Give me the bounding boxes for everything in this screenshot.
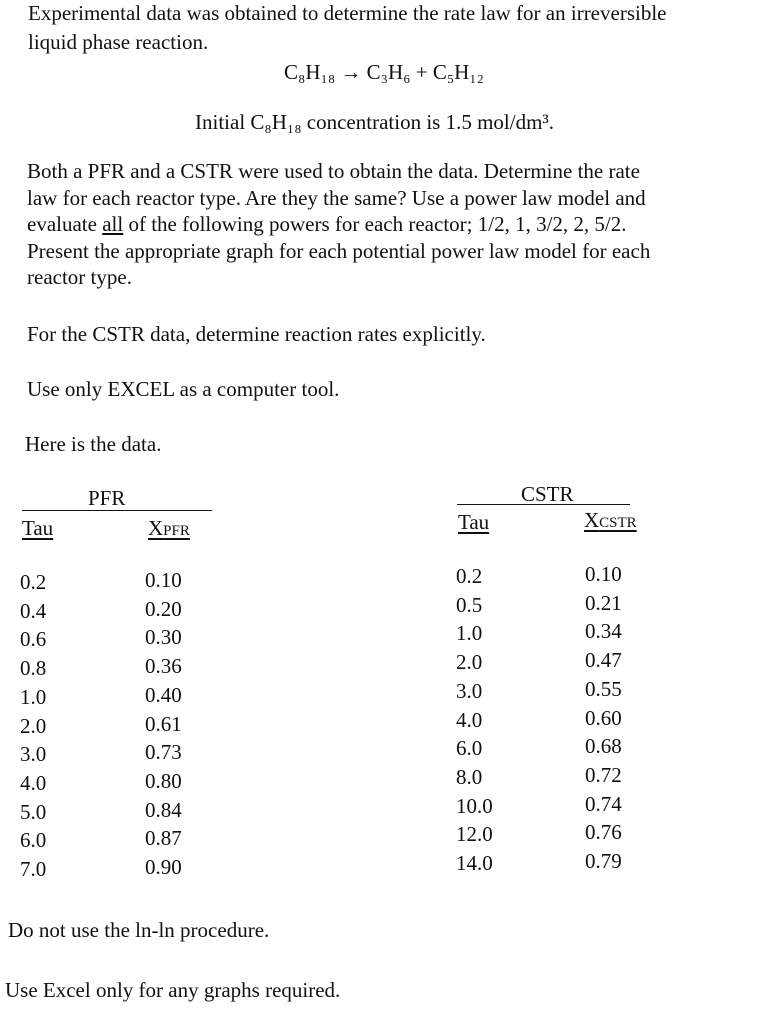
- pfr-title: PFR: [88, 486, 126, 510]
- task-line: Both a PFR and a CSTR were used to obtain the data. Determine the rate: [27, 159, 640, 183]
- cstr-tau-cell: 10.0: [456, 793, 493, 818]
- cstr-x-cell: 0.60: [585, 705, 622, 730]
- cstr-x-cell: 0.47: [585, 648, 622, 673]
- pfr-x-cell: 0.90: [145, 855, 182, 880]
- cstr-tau-cell: 4.0: [456, 707, 483, 732]
- product-1: C₃H₆: [366, 60, 411, 84]
- pfr-tau-cell: 7.0: [20, 857, 47, 882]
- reaction-equation: [284, 62, 484, 83]
- intro-line-2: liquid phase reaction.: [28, 30, 209, 54]
- product-2: C₅H₁₂: [432, 60, 484, 84]
- cstr-tau-cell: 6.0: [456, 736, 483, 761]
- pfr-rule: [22, 510, 212, 511]
- pfr-tau-cell: 0.2: [20, 570, 47, 594]
- cstr-rule: [457, 504, 630, 505]
- excel-note: Use only EXCEL as a computer tool.: [27, 377, 340, 401]
- cstr-x-header: XCSTR: [584, 508, 637, 532]
- footer-excel-graphs: Use Excel only for any graphs required.: [5, 978, 341, 1002]
- pfr-x-cell: 0.10: [145, 568, 182, 592]
- cstr-tau-cell: 0.2: [456, 564, 483, 588]
- pfr-tau-column: [20, 568, 46, 884]
- task-text: of the following powers for each reactor; 1/2, 1, 3/2, 2, 5/2.: [123, 212, 627, 236]
- cstr-x-column: [585, 560, 622, 876]
- pfr-tau-cell: 2.0: [20, 713, 47, 738]
- cstr-tau-cell: 8.0: [456, 764, 483, 789]
- cstr-x-cell: 0.21: [585, 590, 622, 615]
- pfr-x-cell: 0.84: [145, 797, 182, 822]
- pfr-x-cell: 0.87: [145, 826, 182, 851]
- pfr-x-cell: 0.73: [145, 740, 182, 765]
- cstr-x-cell: 0.74: [585, 791, 622, 816]
- pfr-x-cell: 0.61: [145, 711, 182, 736]
- cstr-tau-cell: 14.0: [456, 851, 493, 876]
- task-line: Present the appropriate graph for each potential power law model for each: [27, 238, 651, 263]
- cstr-tau-cell: 2.0: [456, 650, 483, 675]
- pfr-tau-cell: 0.4: [20, 598, 47, 623]
- cstr-tau-cell: 3.0: [456, 678, 483, 703]
- pfr-tau-cell: 0.6: [20, 627, 47, 652]
- pfr-tau-cell: 6.0: [20, 828, 47, 853]
- cstr-x-cell: 0.68: [585, 734, 622, 759]
- reactant: C₈H₁₈: [284, 60, 336, 84]
- pfr-tau-cell: 1.0: [20, 684, 47, 709]
- task-text: evaluate: [27, 212, 103, 236]
- task-line: law for each reactor type. Are they the same? Use a power law model and: [27, 185, 646, 210]
- pfr-tau-cell: 5.0: [20, 799, 47, 824]
- data-intro: Here is the data.: [25, 432, 162, 456]
- pfr-tau-cell: 3.0: [20, 742, 47, 767]
- cstr-tau-cell: 0.5: [456, 592, 483, 617]
- emphasis-all: all: [102, 212, 124, 236]
- pfr-x-column: [145, 566, 182, 882]
- pfr-x-header: XPFR: [148, 516, 190, 540]
- pfr-tau-cell: 0.8: [20, 656, 47, 681]
- cstr-note: For the CSTR data, determine reaction rates explicitly.: [27, 322, 486, 346]
- cstr-x-cell: 0.10: [585, 562, 622, 586]
- cstr-tau-column: [456, 562, 493, 878]
- cstr-x-cell: 0.34: [585, 619, 622, 644]
- task-paragraph: [27, 158, 747, 291]
- cstr-tau-header: Tau: [458, 510, 490, 534]
- cstr-x-cell: 0.55: [585, 676, 622, 701]
- pfr-tau-cell: 4.0: [20, 770, 47, 795]
- pfr-x-cell: 0.20: [145, 596, 182, 621]
- pfr-tau-header: Tau: [22, 516, 54, 540]
- initial-concentration: Initial C₈H₁₈ concentration is 1.5 mol/dm³.: [195, 110, 554, 134]
- cstr-x-cell: 0.79: [585, 849, 622, 874]
- cstr-title: CSTR: [521, 482, 574, 506]
- pfr-x-cell: 0.36: [145, 654, 182, 679]
- cstr-tau-cell: 12.0: [456, 822, 493, 847]
- reaction-arrow: →: [340, 60, 362, 84]
- intro-line-1: Experimental data was obtained to determine the rate law for an irreversible: [28, 1, 667, 25]
- pfr-x-cell: 0.30: [145, 625, 182, 650]
- cstr-x-cell: 0.76: [585, 820, 622, 845]
- pfr-x-cell: 0.80: [145, 768, 182, 793]
- cstr-tau-cell: 1.0: [456, 621, 483, 646]
- plus-sign: +: [415, 60, 428, 84]
- task-line: reactor type.: [27, 265, 132, 289]
- task-line: [27, 211, 747, 238]
- pfr-x-cell: 0.40: [145, 682, 182, 707]
- cstr-x-cell: 0.72: [585, 762, 622, 787]
- footer-no-ln-ln: Do not use the ln-ln procedure.: [8, 918, 270, 942]
